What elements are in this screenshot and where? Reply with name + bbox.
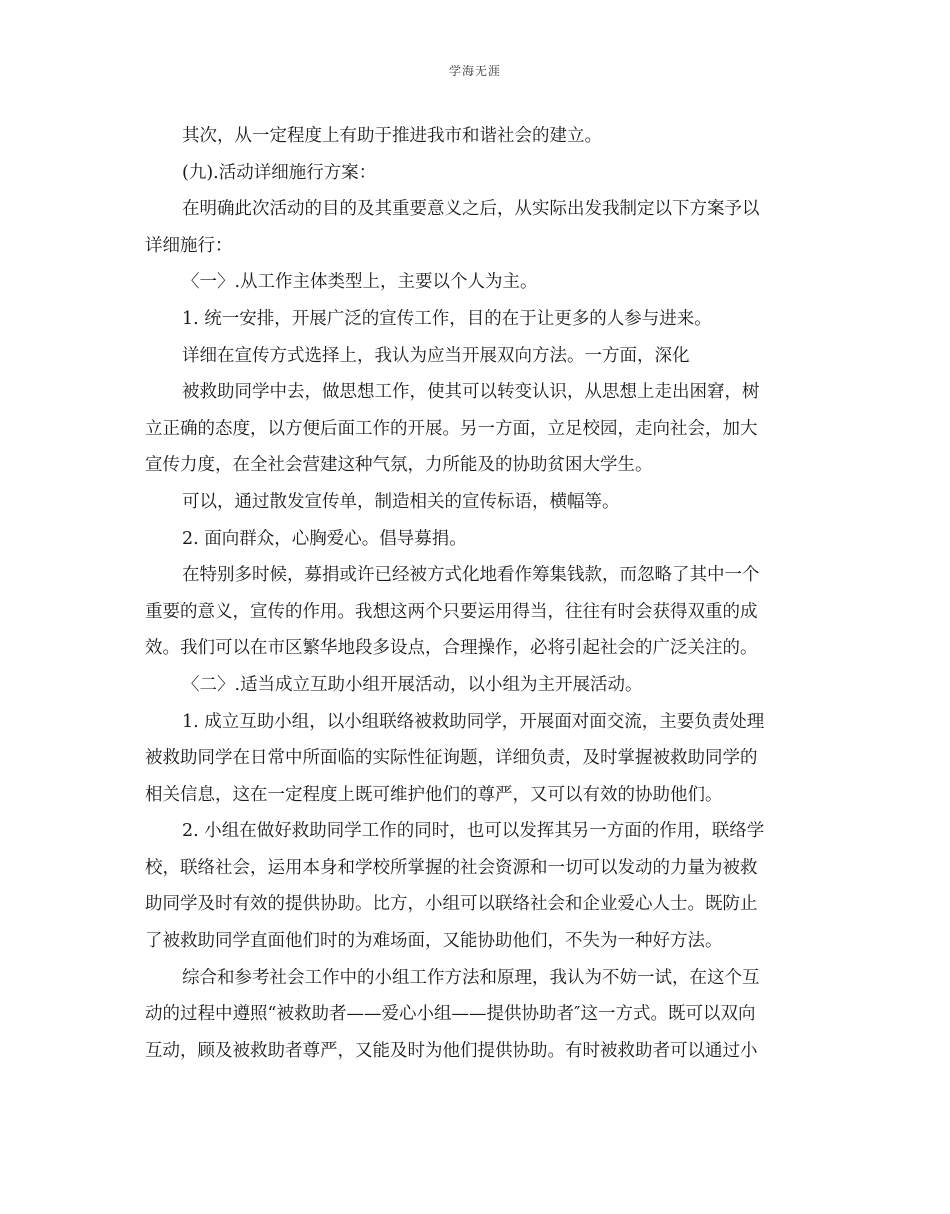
text-line: 动的过程中遵照“被救助者——爱心小组——提供协助者″这一方式。既可以双向 <box>145 1004 756 1025</box>
document-body <box>145 118 810 1069</box>
text-line: 宣传力度，在全社会营建这种气氛，力所能及的协助贫困大学生。 <box>145 455 653 476</box>
text-line: 2. 小组在做好救助同学工作的同时，也可以发挥其另一方面的作用，联络学 <box>182 821 765 842</box>
text-line: 互动，顾及被救助者尊严，又能及时为他们提供协助。有时被救助者可以通过小 <box>145 1040 758 1061</box>
text-line: 其次，从一定程度上有助于推进我市和谐社会的建立。 <box>182 126 602 146</box>
text-line: 〈一〉.从工作主体类型上，主要以个人为主。 <box>182 272 538 293</box>
text-line: 2. 面向群众，心胸爱心。倡导募捐。 <box>182 528 467 549</box>
text-line: 被救助同学中去，做思想工作，使其可以转变认识，从思想上走出困窘，树 <box>182 382 760 403</box>
text-line: 校，联络社会，运用本身和学校所掌握的社会资源和一切可以发动的力量为被救 <box>145 857 758 878</box>
text-line: 详细施行： <box>145 235 233 256</box>
text-line: 综合和参考社会工作中的小组工作方法和原理，我认为不妨一试，在这个互 <box>182 967 760 988</box>
text-line: 可以，通过散发宣传单，制造相关的宣传标语，横幅等。 <box>182 491 620 512</box>
text-line: (九).活动详细施行方案： <box>182 162 377 183</box>
text-line: 了被救助同学直面他们时的为难场面，又能协助他们，不失为一种好方法。 <box>145 931 723 952</box>
text-line: 被救助同学在日常中所面临的实际性征询题，详细负责，及时掌握被救助同学的 <box>145 748 758 769</box>
text-line: 助同学及时有效的提供协助。比方，小组可以联络社会和企业爱心人士。既防止 <box>145 894 758 915</box>
text-line: 在特别多时候，募捐或许已经被方式化地看作筹集钱款，而忽略了其中一个 <box>182 565 760 586</box>
text-line: 效。我们可以在市区繁华地段多设点，合理操作，必将引起社会的广泛关注的。 <box>145 638 758 659</box>
text-line: 1. 成立互助小组，以小组联络被救助同学，开展面对面交流，主要负责处理 <box>182 711 765 732</box>
text-line: 1. 统一安排，开展广泛的宣传工作，目的在于让更多的人参与进来。 <box>182 308 712 329</box>
text-line: 重要的意义，宣传的作用。我想这两个只要运用得当，往往有时会获得双重的成 <box>145 601 758 622</box>
text-line: 立正确的态度，以方便后面工作的开展。另一方面，立足校园，走向社会，加大 <box>145 418 758 439</box>
text-line: 相关信息，这在一定程度上既可维护他们的尊严，又可以有效的协助他们。 <box>145 784 723 805</box>
page-header: 学海无涯 <box>448 64 501 78</box>
text-line: 〈二〉.适当成立互助小组开展活动，以小组为主开展活动。 <box>182 674 643 695</box>
text-line: 详细在宣传方式选择上，我认为应当开展双向方法。一方面，深化 <box>182 345 690 366</box>
text-line: 在明确此次活动的目的及其重要意义之后，从实际出发我制定以下方案予以 <box>182 199 760 220</box>
